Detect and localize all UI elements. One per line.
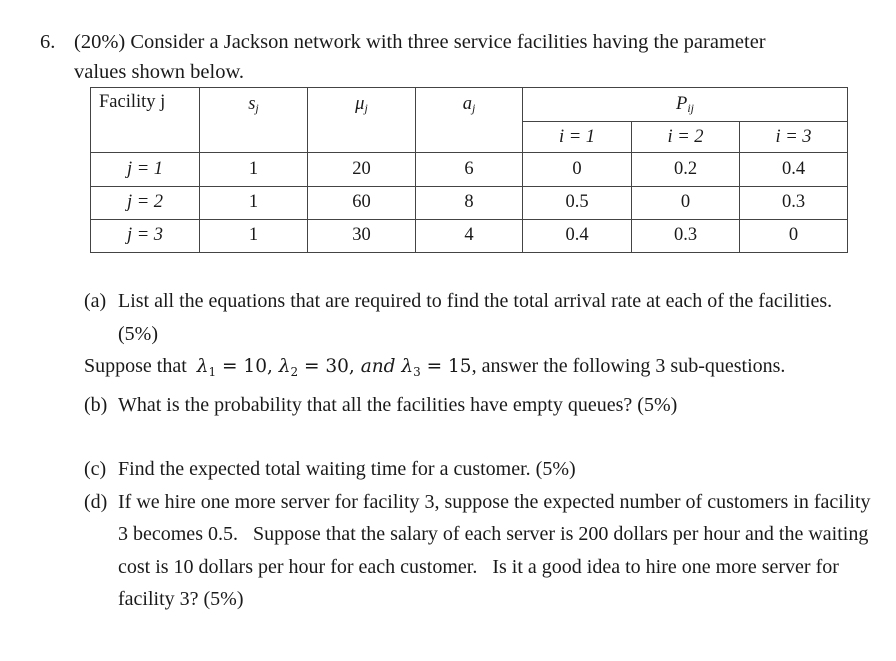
- p2-cell: 0: [632, 186, 740, 219]
- s-cell: 1: [200, 186, 308, 219]
- subheader-i1: i = 1: [523, 122, 632, 153]
- s-cell: 1: [200, 153, 308, 186]
- part-d-text: If we hire one more server for facility 3, suppose the expected number of customers in facility 3 becomes 0.5. Suppose that the salary of each server is 200 dollars per hour and the waiting cost is 10 dollars per hour for each customer. Is it a good idea to hire one more server for facility 3? (5%): [118, 490, 876, 610]
- part-d: [84, 486, 874, 616]
- part-a-text: List all the equations that are required to find the total arrival rate at each of the facilities. (5%): [118, 290, 833, 345]
- lambda-values: $\lambda_1 = 10$, $\lambda_2 = 30$, and $\lambda_3 = 15$: [196, 356, 472, 379]
- mu-cell: 30: [308, 219, 416, 252]
- header-mu: $\mu_j$: [308, 88, 416, 153]
- part-b-text: What is the probability that all the facilities have empty queues? (5%): [118, 393, 678, 416]
- p1-cell: 0: [523, 153, 632, 186]
- facility-cell: j = 1: [91, 153, 200, 186]
- a-cell: 4: [416, 219, 523, 252]
- table-header-row: [91, 88, 848, 122]
- sub-questions: [84, 285, 874, 616]
- table-row: [91, 186, 848, 219]
- facility-cell: j = 3: [91, 219, 200, 252]
- part-b: [84, 389, 874, 422]
- part-d-label: (d): [84, 490, 108, 513]
- mu-cell: 20: [308, 153, 416, 186]
- p3-cell: 0: [740, 219, 848, 252]
- a-cell: 8: [416, 186, 523, 219]
- header-p: $P_{ij}$: [523, 88, 848, 122]
- table-row: [91, 219, 848, 252]
- subheader-i3: i = 3: [740, 122, 848, 153]
- part-c: [84, 453, 874, 486]
- p2-cell: 0.2: [632, 153, 740, 186]
- question-header: [40, 26, 766, 58]
- part-a: [84, 285, 874, 350]
- header-facility: Facility j: [91, 88, 200, 153]
- p1-cell: 0.4: [523, 219, 632, 252]
- part-b-label: (b): [84, 393, 108, 416]
- p1-cell: 0.5: [523, 186, 632, 219]
- header-s: $s_j$: [200, 88, 308, 153]
- facility-cell: j = 2: [91, 186, 200, 219]
- part-a-label: (a): [84, 290, 107, 312]
- p3-cell: 0.4: [740, 153, 848, 186]
- question-intro-line1: (20%) Consider a Jackson network with three service facilities having the parameter: [74, 31, 766, 53]
- part-c-label: (c): [84, 458, 107, 480]
- header-a: $a_j$: [416, 88, 523, 153]
- table-row: [91, 153, 848, 186]
- p2-cell: 0.3: [632, 219, 740, 252]
- question-intro-line2: values shown below.: [74, 61, 245, 83]
- subheader-i2: i = 2: [632, 122, 740, 153]
- p3-cell: 0.3: [740, 186, 848, 219]
- parameter-table: [90, 87, 848, 253]
- mu-cell: 60: [308, 186, 416, 219]
- question-number: 6.: [40, 31, 56, 53]
- part-c-text: Find the expected total waiting time for a customer. (5%): [118, 458, 576, 480]
- s-cell: 1: [200, 219, 308, 252]
- a-cell: 6: [416, 153, 523, 186]
- suppose-line: Suppose that $\lambda_1 = 10$, $\lambda_2 = 30$, and $\lambda_3 = 15$, answer the following 3 sub-questions.: [84, 355, 786, 379]
